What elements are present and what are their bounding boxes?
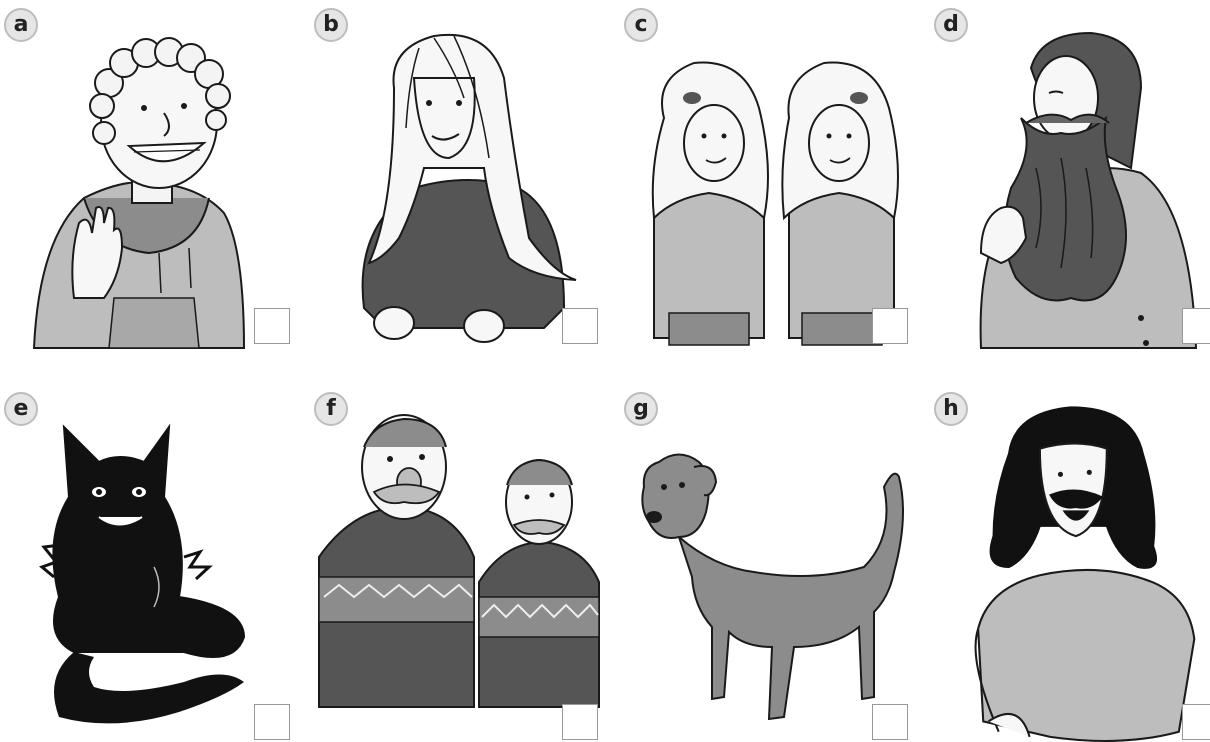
answer-box-a[interactable] (254, 308, 290, 344)
curly-dog-illustration (624, 392, 914, 742)
long-haired-man-illustration (934, 392, 1210, 742)
panel-letter-b: b (314, 8, 348, 42)
answer-box-b[interactable] (562, 308, 598, 344)
panel-d (934, 8, 1210, 358)
two-men-illustration (314, 392, 604, 742)
bearded-man-illustration (934, 8, 1210, 358)
panel-letter-h: h (934, 392, 968, 426)
answer-box-d[interactable] (1182, 308, 1210, 344)
answer-box-g[interactable] (872, 704, 908, 740)
curly-haired-boy-illustration (4, 8, 294, 358)
twin-girls-illustration (624, 8, 914, 358)
answer-box-c[interactable] (872, 308, 908, 344)
panel-b (314, 8, 604, 358)
answer-box-e[interactable] (254, 704, 290, 740)
panel-letter-g: g (624, 392, 658, 426)
panel-f (314, 392, 604, 742)
panel-h (934, 392, 1210, 742)
panel-c (624, 8, 914, 358)
answer-box-f[interactable] (562, 704, 598, 740)
panel-a (4, 8, 294, 358)
panel-letter-e: e (4, 392, 38, 426)
panel-letter-d: d (934, 8, 968, 42)
black-cat-illustration (4, 392, 294, 742)
panel-letter-f: f (314, 392, 348, 426)
answer-box-h[interactable] (1182, 704, 1210, 740)
panel-e (4, 392, 294, 742)
panel-letter-a: a (4, 8, 38, 42)
panel-letter-c: c (624, 8, 658, 42)
long-haired-girl-illustration (314, 8, 604, 358)
panel-g (624, 392, 914, 742)
